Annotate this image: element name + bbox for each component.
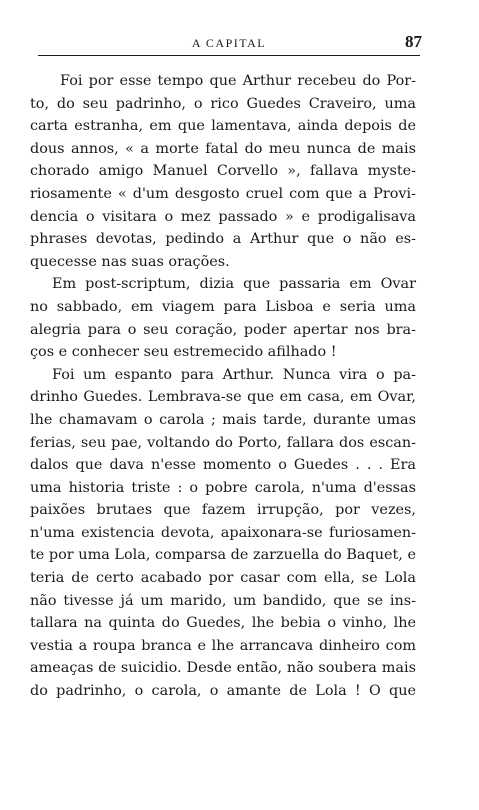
text-line: Foi por esse tempo que Arthur recebeu do Por- bbox=[60, 73, 416, 89]
text-line: drinho Guedes. Lembrava-se que em casa, em Ovar, bbox=[30, 389, 416, 406]
header-rule bbox=[38, 55, 420, 56]
text-line: te por uma Lola, comparsa de zarzuella do Baquet, e bbox=[30, 547, 416, 564]
text-line: chorado amigo Manuel Corvello », fallava myste- bbox=[30, 163, 416, 180]
text-line: lhe chamavam o carola ; mais tarde, durante umas bbox=[30, 411, 416, 428]
text-line: tallara na quinta do Guedes, lhe bebia o vinho, lhe bbox=[30, 615, 416, 632]
text-line: to, do seu padrinho, o rico Guedes Craveiro, uma bbox=[30, 95, 416, 112]
text-line: uma historia triste : o pobre carola, n'uma d'essas bbox=[30, 479, 416, 496]
text-line: paixões brutaes que fazem irrupção, por vezes, bbox=[30, 502, 416, 519]
text-line: dalos que dava n'esse momento o Guedes . . . Era bbox=[30, 457, 416, 474]
text-line: ferias, seu pae, voltando do Porto, fallara dos escan- bbox=[30, 434, 416, 451]
running-head bbox=[38, 34, 420, 56]
text-line: do padrinho, o carola, o amante de Lola ! O que bbox=[30, 683, 416, 700]
text-line: dous annos, « a morte fatal do meu nunca de mais bbox=[30, 140, 416, 157]
text-line: carta estranha, em que lamentava, ainda depois de bbox=[30, 118, 416, 135]
text-line: teria de certo acabado por casar com ella, se Lola bbox=[30, 570, 416, 587]
text-line: quecesse nas suas orações. bbox=[30, 253, 230, 270]
text-line: no sabbado, em viagem para Lisboa e seria uma bbox=[30, 298, 416, 315]
text-line: alegria para o seu coração, poder apertar nos bra- bbox=[30, 321, 416, 338]
page-number: 87 bbox=[405, 32, 422, 51]
text-line: Em post-scriptum, dizia que passaria em Ovar bbox=[52, 276, 416, 293]
text-line: riosamente « d'um desgosto cruel com que a Provi- bbox=[30, 185, 416, 202]
text-line: não tivesse já um marido, um bandido, que se ins- bbox=[30, 592, 416, 609]
text-line: ços e conhecer seu estremecido afilhado ! bbox=[30, 344, 337, 361]
text-line: phrases devotas, pedindo a Arthur que o não es- bbox=[30, 231, 416, 248]
text-line: Foi um espanto para Arthur. Nunca vira o pa- bbox=[52, 366, 416, 383]
text-line: ameaças de suicidio. Desde então, não soubera mais bbox=[30, 660, 416, 677]
running-title: A CAPITAL bbox=[191, 36, 267, 50]
body-text bbox=[30, 70, 416, 703]
text-line: vestia a roupa branca e lhe arrancava dinheiro com bbox=[30, 637, 416, 654]
text-line: dencia o visitara o mez passado » e prodigalisava bbox=[30, 208, 416, 225]
text-line: n'uma existencia devota, apaixonara-se furiosamen- bbox=[30, 524, 416, 541]
